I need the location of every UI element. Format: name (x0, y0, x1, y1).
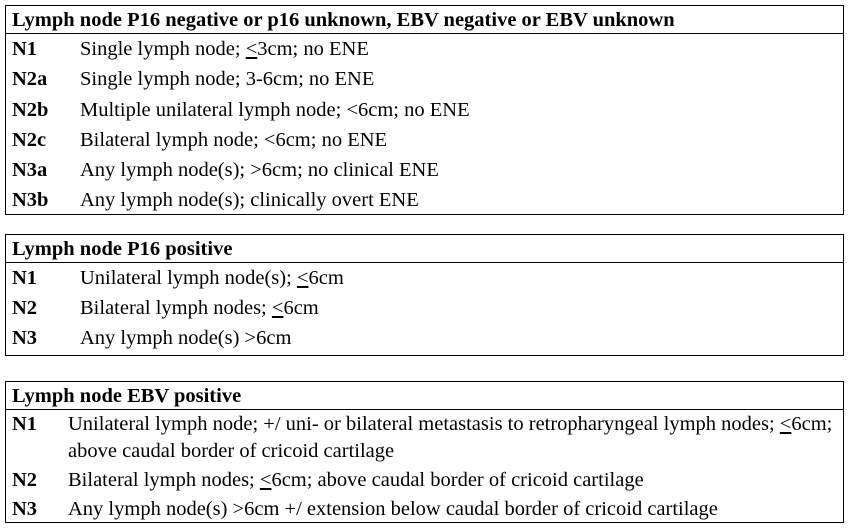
stage-description: Multiple unilateral lymph node; <6cm; no ENE (80, 98, 470, 121)
stage-description: Unilateral lymph node(s); <6cm (80, 267, 344, 289)
stage-description: Any lymph node(s); clinically overt ENE (80, 189, 419, 212)
table-row (6, 64, 843, 94)
stage-code: N3 (12, 498, 38, 520)
table-header: Lymph node EBV positive (6, 382, 843, 410)
stage-code: N2a (12, 68, 48, 91)
stage-description: Any lymph node(s) >6cm +/ extension below caudal border of cricoid cartilage (68, 498, 718, 520)
table-row (6, 323, 843, 353)
stage-code: N3b (12, 189, 49, 212)
table-row (6, 410, 843, 466)
table-p16-positive (5, 234, 844, 356)
table-row (6, 263, 843, 293)
stage-code: N2 (12, 297, 38, 319)
stage-code: N2c (12, 128, 47, 151)
table-row (6, 125, 843, 155)
table-header: Lymph node P16 negative or p16 unknown, EBV negative or EBV unknown (6, 6, 843, 34)
table-row (6, 155, 843, 185)
table-ebv-positive (5, 381, 844, 523)
stage-code: N3a (12, 159, 48, 182)
stage-description: Bilateral lymph nodes; <6cm (80, 297, 319, 319)
stage-code: N1 (12, 38, 38, 60)
table-row (6, 95, 843, 125)
table-row (6, 495, 843, 524)
stage-description: Bilateral lymph nodes; <6cm; above caudal border of cricoid cartilage (68, 469, 644, 491)
stage-code: N1 (12, 413, 38, 435)
stage-description: Single lymph node; 3-6cm; no ENE (80, 68, 375, 91)
table-p16-negative (5, 5, 844, 215)
stage-description: Single lymph node; <3cm; no ENE (80, 38, 369, 60)
table-row (6, 185, 843, 215)
table-row (6, 466, 843, 495)
stage-code: N1 (12, 267, 38, 289)
stage-code: N2b (12, 98, 49, 121)
stage-description: Any lymph node(s) >6cm (80, 327, 292, 349)
table-row (6, 34, 843, 64)
stage-description: Bilateral lymph node; <6cm; no ENE (80, 128, 388, 151)
stage-code: N3 (12, 327, 38, 349)
table-header: Lymph node P16 positive (6, 235, 843, 263)
table-row (6, 293, 843, 323)
stage-code: N2 (12, 469, 38, 491)
stage-description: Any lymph node(s); >6cm; no clinical ENE (80, 159, 439, 182)
stage-description: Unilateral lymph node; +/ uni- or bilateral metastasis to retropharyngeal lymph nodes; <6cm; above caudal border of cricoid cartilage (68, 413, 833, 462)
